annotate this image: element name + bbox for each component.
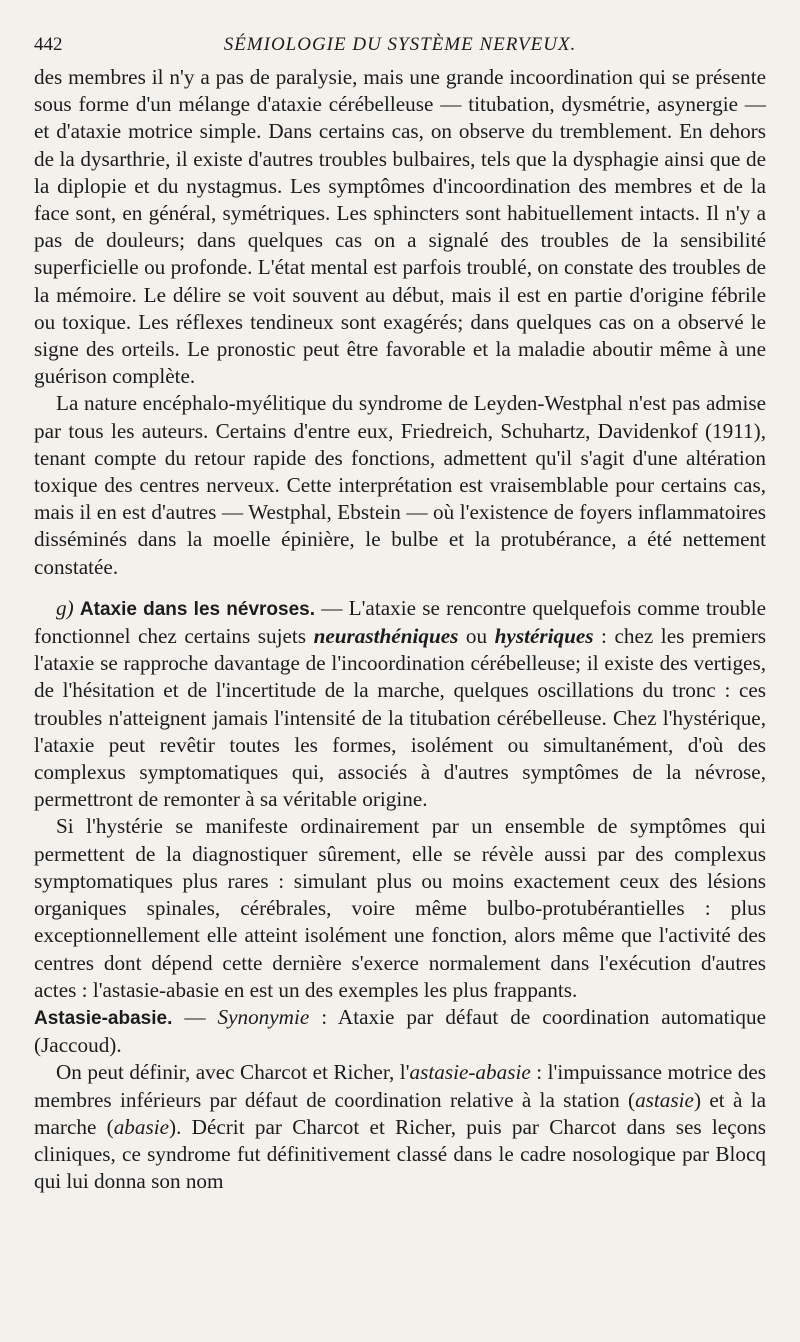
subsection-title: Astasie-abasie. xyxy=(34,1007,173,1029)
running-title: SÉMIOLOGIE DU SYSTÈME NERVEUX. xyxy=(223,34,577,55)
term-abasie: abasie xyxy=(113,1114,170,1139)
text-run: — L'ataxie se rencontre quelquefois comme trouble fonctionnel chez certains sujets xyxy=(34,595,767,649)
section-label: g) xyxy=(56,595,74,620)
paragraph-leyden-westphal-symptoms: des membres il n'y a pas de paralysie, mais une grande incoordination qui se présente sous forme d'un mélange d'ataxie cérébelleuse — titubation, dysmétrie, asynergie — et d'ataxie motrice simple. Dans certains cas, on observe du tremblement. En dehors de la dysarthrie, il existe d'autres troubles bulbaires, tels que la dysphagie ainsi que de la diplopie et du nystagmus. Les symptômes d'incoordination des membres et de la face sont, en général, symétriques. Les sphincters sont habituellement intacts. Il n'y a pas de douleurs; dans quelques cas on a signalé des troubles de la sensibilité superficielle ou profonde. L'état mental est parfois troublé, on constate des troubles de la mémoire. Le délire se voit souvent au début, mais il est en partie d'origine fébrile ou toxique. Les réflexes tendineux sont exagérés; dans quelques cas on a observé le signe des orteils. Le pronostic peut être favorable et la maladie aboutir même à une guérison complète. xyxy=(34,65,766,389)
page-number: 442 xyxy=(34,34,63,55)
section-title: Ataxie dans les névroses. xyxy=(79,598,316,620)
heading-astasie-abasie xyxy=(34,1004,766,1059)
text-run: ) et à la marche ( xyxy=(34,1087,766,1139)
paragraph-nature: La nature encéphalo-myélitique du syndrome de Leyden-Westphal n'est pas admise par tous les auteurs. Certains d'entre eux, Friedreich, Schuhartz, Davidenkof (1911), tenant compte du retour rapide des fonctions, admettent qu'il s'agit d'une altération toxique des centres nerveux. Cette interprétation est vraisemblable pour certains cas, mais il en est d'autres — Westphal, Ebstein — où l'existence de foyers inflammatoires disséminés dans la moelle épinière, le bulbe et la protubérance, a été nettement constatée. xyxy=(34,391,766,579)
text-run: On peut définir, avec Charcot et Richer, l' xyxy=(56,1060,410,1085)
term-astasie: astasie xyxy=(635,1087,694,1112)
synonymie-label: Synonymie xyxy=(217,1004,310,1029)
term-neurastheniques: neurasthéniques xyxy=(313,624,459,649)
running-head xyxy=(34,28,766,64)
text-run: : Ataxie par défaut de coordination automatique (Jaccoud). xyxy=(34,1004,767,1058)
section-ataxie-nevroses xyxy=(34,595,766,814)
term-astasie-abasie: astasie-abasie xyxy=(409,1060,531,1085)
body-text xyxy=(34,64,766,1195)
paragraph-definition xyxy=(34,1059,766,1195)
text-run: : chez les premiers l'ataxie se rapproche davantage de l'incoordination cérébelleuse; il existe des vertiges, de l'hésitation et de l'incertitude de la marche, quelques oscillations du tronc : ces troubles n'atteignent jamais l'intensité de la titubation cérébelleuse. Chez l'hystérique, l'ataxie peut revêtir toutes les formes, isolément ou simultanément, d'où des complexus symptomatiques qui, associés à d'autres symptômes de la névrose, permettront de remonter à sa véritable origine. xyxy=(34,624,766,812)
text-run: ). Décrit par Charcot et Richer, puis par Charcot dans ses leçons cliniques, ce syndrome fut définitivement classé dans le cadre nosologique par Blocq qui lui donna son nom xyxy=(34,1114,766,1194)
text-run: — xyxy=(172,1004,218,1029)
term-hysteriques: hystériques xyxy=(494,624,594,649)
paragraph-hysterie: Si l'hystérie se manifeste ordinairement par un ensemble de symptômes qui permettent de la diagnostiquer sûrement, elle se révèle aussi par des complexus symptomatiques plus rares : simulant plus ou moins exactement ceux des lésions organiques spinales, cérébrales, voire même bulbo-protubérantielles : plus exceptionnellement elle atteint isolément une fonction, alors même que l'activité des centres dont dépend cette dernière s'exerce normalement dans l'exécution d'autres actes : l'astasie-abasie en est un des exemples les plus frappants. xyxy=(34,814,766,1002)
text-run: : l'impuissance motrice des membres inférieurs par défaut de coordination relative à la station ( xyxy=(34,1060,766,1112)
text-run: ou xyxy=(458,624,495,649)
